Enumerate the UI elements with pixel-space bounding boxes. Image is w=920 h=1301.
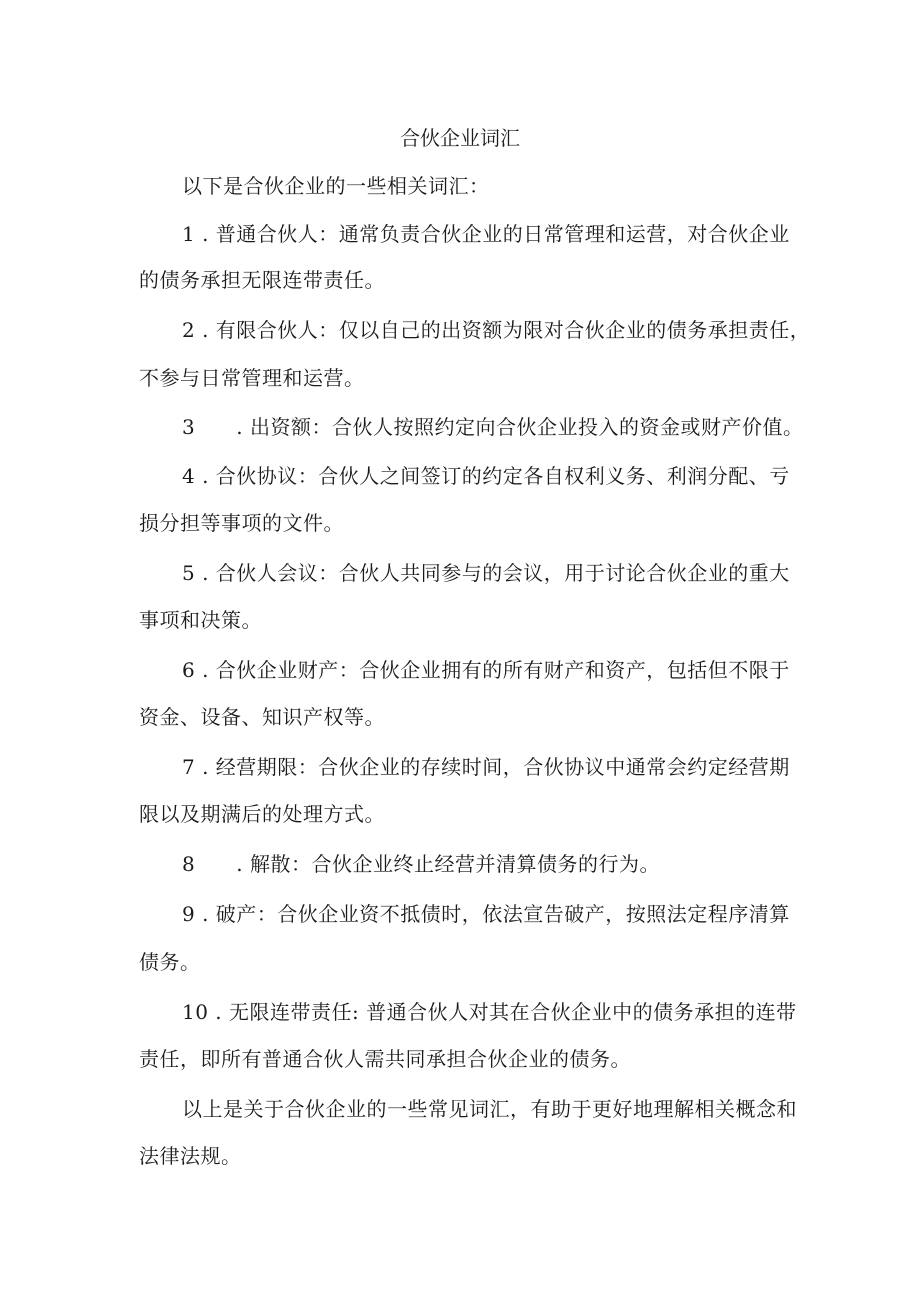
term-3-line-1: 3 . 出资额：合伙人按照约定向合伙企业投入的资金或财产价值。	[182, 415, 804, 439]
document-title: 合伙企业词汇	[400, 126, 520, 150]
term-9-line-1: 9 . 破产：合伙企业资不抵债时，依法宣告破产，按照法定程序清算	[182, 902, 790, 926]
term-2-line-2: 不参与日常管理和运营。	[139, 366, 365, 390]
term-1-line-1: 1 . 普通合伙人：通常负责合伙企业的日常管理和运营，对合伙企业	[182, 222, 790, 246]
intro-paragraph: 以下是合伙企业的一些相关词汇：	[182, 174, 490, 198]
term-1-line-2: 的债务承担无限连带责任。	[139, 268, 385, 292]
term-7-line-2: 限以及期满后的处理方式。	[139, 802, 385, 826]
term-6-line-2: 资金、设备、知识产权等。	[139, 705, 385, 729]
closing-line-1: 以上是关于合伙企业的一些常见词汇，有助于更好地理解相关概念和	[182, 1097, 797, 1121]
term-5-line-2: 事项和决策。	[139, 608, 262, 632]
term-6-line-1: 6 . 合伙企业财产：合伙企业拥有的所有财产和资产，包括但不限于	[182, 658, 790, 682]
term-4-line-1: 4 . 合伙协议：合伙人之间签订的约定各自权利义务、利润分配、亏	[182, 464, 790, 488]
term-8-line-1: 8 . 解散：合伙企业终止经营并清算债务的行为。	[182, 852, 660, 876]
term-2-line-1: 2 . 有限合伙人：仅以自己的出资额为限对合伙企业的债务承担责任，	[182, 318, 811, 342]
term-4-line-2: 损分担等事项的文件。	[139, 511, 344, 535]
term-9-line-2: 债务。	[139, 950, 201, 974]
term-7-line-1: 7 . 经营期限：合伙企业的存续时间，合伙协议中通常会约定经营期	[182, 755, 790, 779]
closing-line-2: 法律法规。	[139, 1144, 242, 1168]
term-10-line-2: 责任，即所有普通合伙人需共同承担合伙企业的债务。	[139, 1047, 631, 1071]
term-10-line-1: 10 . 无限连带责任: 普通合伙人对其在合伙企业中的债务承担的连带	[182, 1000, 797, 1024]
term-5-line-1: 5 . 合伙人会议：合伙人共同参与的会议，用于讨论合伙企业的重大	[182, 561, 790, 585]
